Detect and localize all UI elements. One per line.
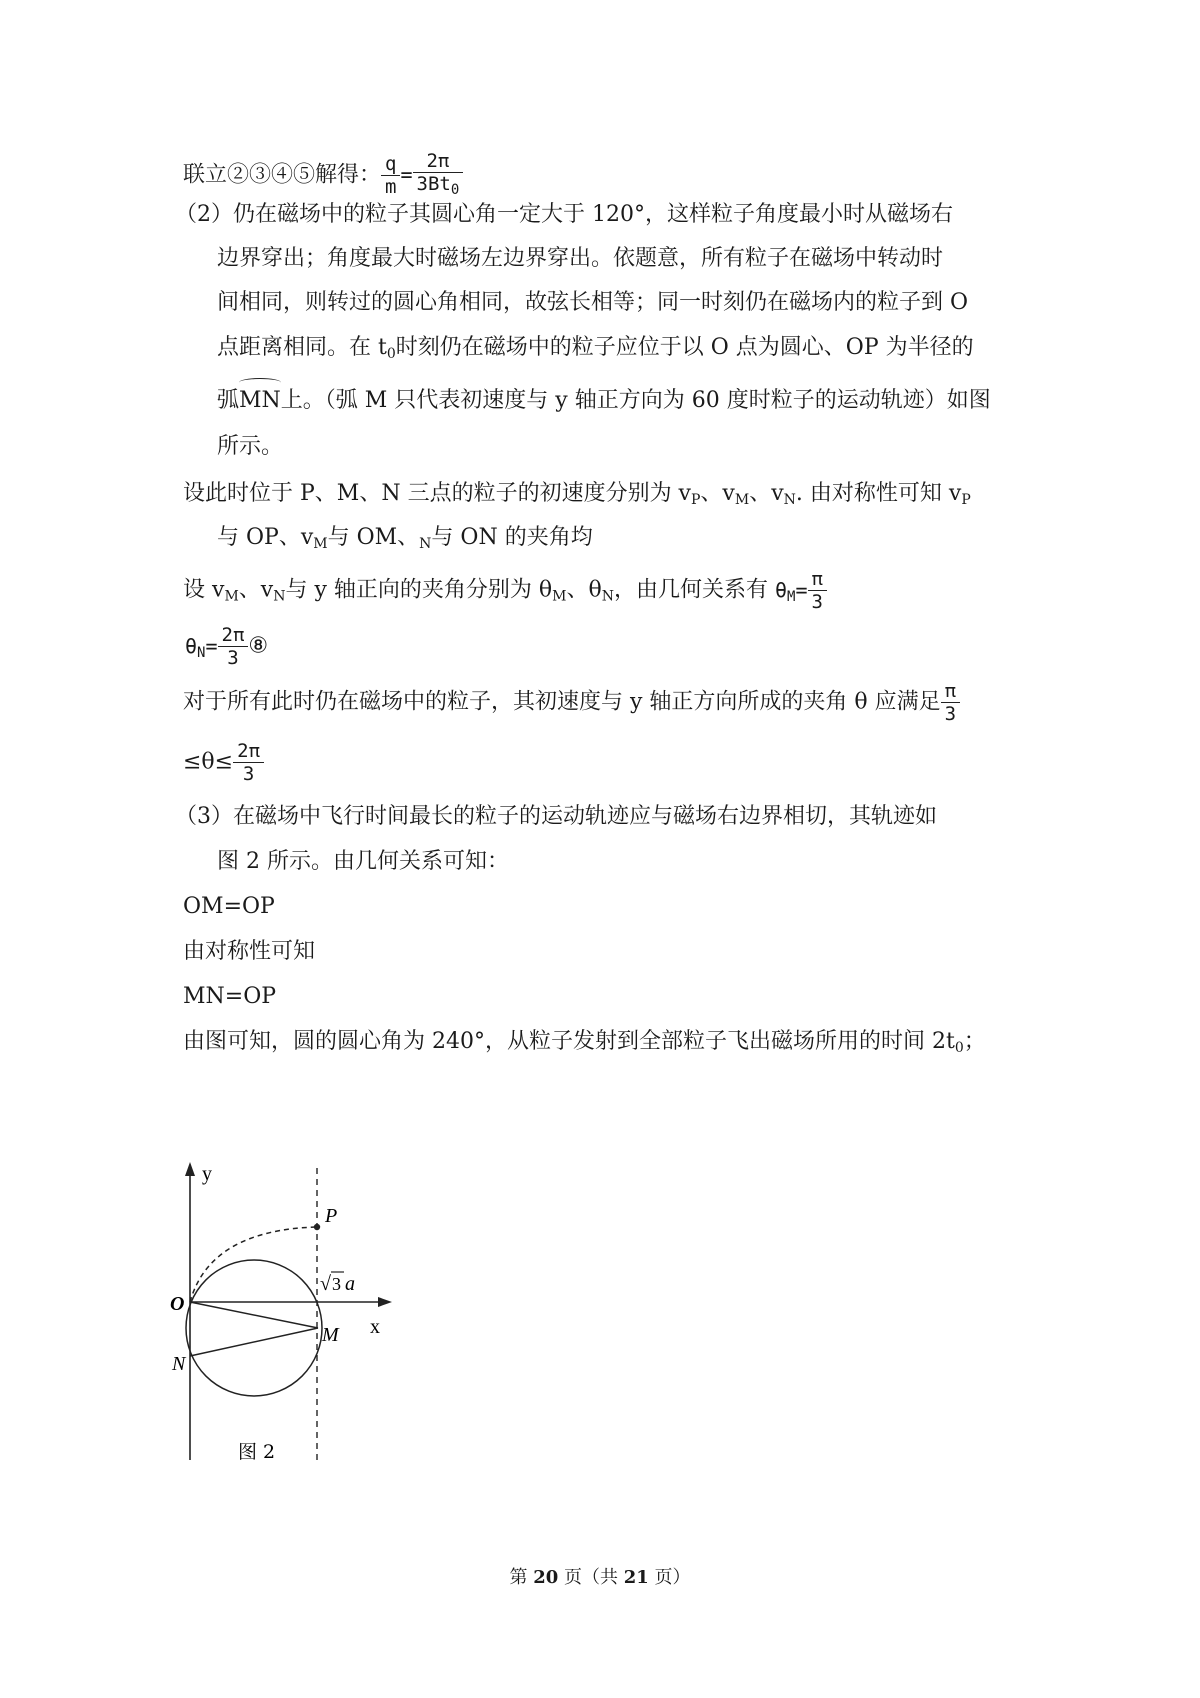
svg-text:a: a bbox=[345, 1273, 355, 1295]
trajectory-circle bbox=[186, 1260, 322, 1396]
point-p bbox=[314, 1224, 320, 1230]
mn-op: MN=OP bbox=[183, 984, 277, 1009]
part2-line5: 弧 MN上。（弧 M 只代表初速度与 y 轴正方向为 60 度时粒子的运动轨迹）如图 bbox=[217, 386, 991, 416]
arc-mn: MN bbox=[239, 386, 281, 416]
page-footer: 第 20 页（共 21 页） bbox=[509, 1567, 691, 1588]
part2-line4: 点距离相同。在 $t_0$时刻仍在磁场中的粒子应位于以 O 点为圆心、OP 为半径的 bbox=[217, 335, 974, 362]
label-p: P bbox=[325, 1205, 338, 1227]
label-n: N bbox=[172, 1353, 186, 1375]
svg-text:3: 3 bbox=[332, 1274, 341, 1294]
chord-mn bbox=[190, 1328, 318, 1356]
label-o: O bbox=[170, 1293, 185, 1315]
part2-line3: 间相同，则转过的圆心角相同，故弦长相等；同一时刻仍在磁场内的粒子到 O bbox=[217, 290, 969, 315]
pi-over-3-fraction: $\frac{\pi}{3}$ bbox=[808, 568, 827, 613]
part3-line1: （3）在磁场中飞行时间最长的粒子的运动轨迹应与磁场右边界相切，其轨迹如 bbox=[175, 804, 937, 829]
figure-caption: 图 2 bbox=[238, 1441, 276, 1463]
inequality-line: ≤θ≤ $\frac{2\pi}{3}$ bbox=[183, 740, 264, 785]
theta-m-equation: $\theta_M=$ bbox=[774, 577, 808, 605]
figure-2 bbox=[170, 1160, 430, 1480]
sqrt3a-label bbox=[320, 1272, 355, 1295]
q-over-m-fraction: $\frac{q}{m}$ bbox=[381, 153, 400, 198]
part2-line6: 所示。 bbox=[217, 434, 284, 459]
svg-text:√: √ bbox=[320, 1273, 331, 1295]
velocities-line1: 设此时位于 P、M、N 三点的粒子的初速度分别为 $v_P$、$v_M$、$v_N$. 由对称性可知 $v_P$ bbox=[183, 481, 971, 508]
part3-line2: 图 2 所示。由几何关系可知： bbox=[217, 849, 509, 874]
chord-om bbox=[190, 1302, 318, 1328]
solve-line: 联立②③④⑤解得： $\frac{q}{m}$ = $\frac{2\pi}{3Bt_0}$ bbox=[183, 150, 463, 201]
velocities-line2: 与 OP、$v_M$与 OM、$_N$与 ON 的夹角均 bbox=[217, 525, 593, 552]
y-label: y bbox=[202, 1163, 212, 1185]
part2-line1: （2）仍在磁场中的粒子其圆心角一定大于 120°，这样粒子角度最小时从磁场右 bbox=[175, 202, 953, 227]
part2-line2: 边界穿出；角度最大时磁场左边界穿出。依题意，所有粒子在磁场中转动时 bbox=[217, 246, 944, 271]
om-op: OM=OP bbox=[183, 894, 275, 919]
theta-n-equation: $\theta_N=$ $\frac{2\pi}{3}$ ⑧ bbox=[185, 624, 269, 669]
symmetry-text: 由对称性可知 bbox=[183, 939, 316, 964]
result-fraction: $\frac{2\pi}{3Bt_0}$ bbox=[413, 150, 464, 201]
x-axis-arrow bbox=[378, 1297, 392, 1307]
condition-line: 对于所有此时仍在磁场中的粒子，其初速度与 y 轴正方向所成的夹角 θ 应满足 $\frac{\pi}{3}$ bbox=[183, 680, 960, 725]
label-m: M bbox=[322, 1324, 339, 1346]
arc-op bbox=[190, 1227, 317, 1302]
y-axis-arrow bbox=[185, 1162, 195, 1176]
theta-line: 设 $v_M$、$v_N$与 y 轴正向的夹角分别为 $\theta_M$、$\theta_N$，由几何关系有 $\theta_M=$ $\frac{\pi}{3}$ bbox=[183, 568, 827, 613]
conclusion-line: 由图可知，圆的圆心角为 240°，从粒子发射到全部粒子飞出磁场所用的时间 $2t_0$； bbox=[183, 1029, 986, 1056]
x-label: x bbox=[370, 1316, 380, 1338]
